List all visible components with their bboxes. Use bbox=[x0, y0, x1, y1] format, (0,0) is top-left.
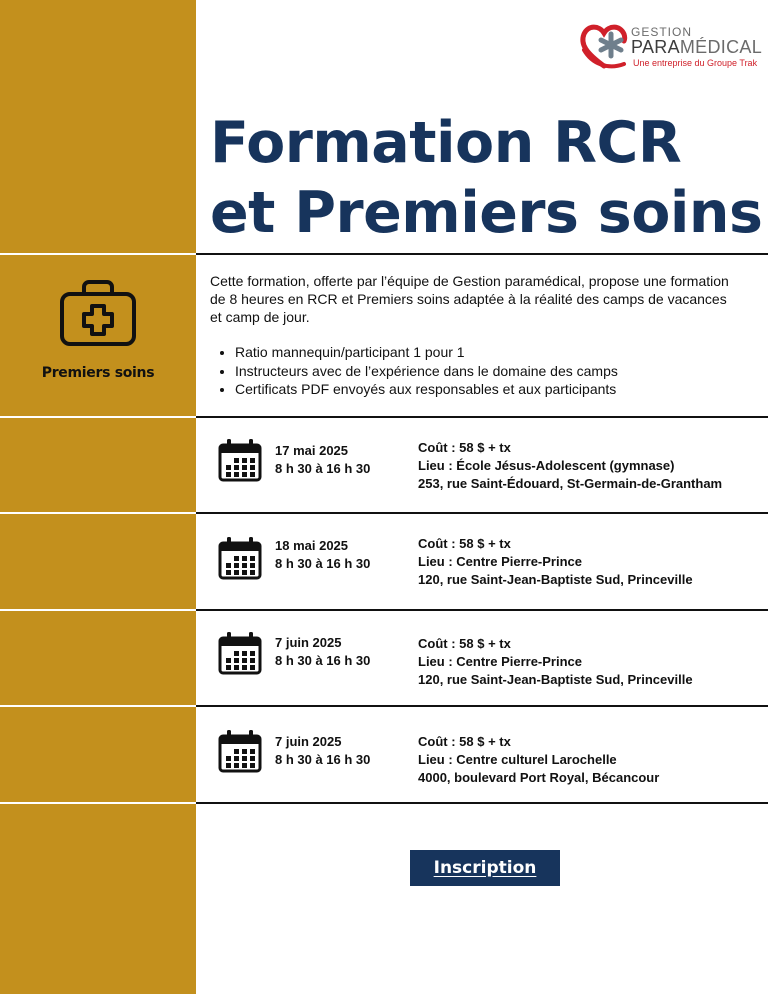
logo-paramedical-text: PARAMÉDICAL bbox=[631, 37, 763, 57]
session-details bbox=[418, 733, 659, 787]
logo-gestion-text: GESTION bbox=[631, 25, 693, 39]
calendar-icon bbox=[218, 438, 262, 482]
session-address: 120, rue Saint-Jean-Baptiste Sud, Princeville bbox=[418, 672, 693, 687]
session-time: 8 h 30 à 16 h 30 bbox=[275, 653, 371, 668]
session-place: Lieu : Centre culturel Larochelle bbox=[418, 752, 617, 767]
calendar-icon bbox=[218, 536, 262, 580]
list-item: • Certificats PDF envoyés aux responsables et aux participants bbox=[235, 380, 618, 399]
divider bbox=[196, 253, 768, 255]
calendar-icon bbox=[218, 631, 262, 675]
sidebar-label: Premiers soins bbox=[41, 365, 155, 381]
title-line-1: Formation RCR bbox=[210, 110, 682, 176]
session-cost: Coût : 58 $ + tx bbox=[418, 636, 511, 651]
session-time: 8 h 30 à 16 h 30 bbox=[275, 556, 371, 571]
session-address: 120, rue Saint-Jean-Baptiste Sud, Princeville bbox=[418, 572, 693, 587]
session-address: 4000, boulevard Port Royal, Bécancour bbox=[418, 770, 660, 785]
session-place: Lieu : Centre Pierre-Prince bbox=[418, 554, 582, 569]
session-row bbox=[196, 611, 768, 707]
list-item: • Ratio mannequin/participant 1 pour 1 bbox=[235, 343, 618, 362]
intro-paragraph: Cette formation, offerte par l’équipe de Gestion paramédical, propose une formation de 8 heures en RCR et Premiers soins adaptée à la réalité des camps de vacances et camp de jour. bbox=[210, 273, 729, 325]
session-datetime bbox=[275, 634, 370, 670]
session-datetime bbox=[275, 733, 370, 769]
session-cost: Coût : 58 $ + tx bbox=[418, 536, 511, 551]
company-logo bbox=[578, 20, 763, 76]
calendar-icon bbox=[218, 729, 262, 773]
session-date: 7 juin 2025 bbox=[275, 734, 342, 749]
feature-list bbox=[216, 343, 618, 399]
session-details bbox=[418, 535, 693, 589]
title-line-2: et Premiers soins bbox=[210, 180, 763, 246]
session-place: Lieu : Centre Pierre-Prince bbox=[418, 654, 582, 669]
logo-tagline: Une entreprise du Groupe Trak bbox=[633, 58, 758, 68]
session-details bbox=[418, 439, 722, 493]
session-datetime bbox=[275, 537, 370, 573]
heart-caduceus-icon bbox=[578, 20, 630, 72]
session-cost: Coût : 58 $ + tx bbox=[418, 440, 511, 455]
first-aid-kit-icon bbox=[58, 278, 138, 350]
session-date: 7 juin 2025 bbox=[275, 635, 342, 650]
session-details bbox=[418, 635, 693, 689]
session-cost: Coût : 58 $ + tx bbox=[418, 734, 511, 749]
session-place: Lieu : École Jésus-Adolescent (gymnase) bbox=[418, 458, 675, 473]
session-row bbox=[196, 707, 768, 803]
session-time: 8 h 30 à 16 h 30 bbox=[275, 461, 371, 476]
session-address: 253, rue Saint-Édouard, St-Germain-de-Grantham bbox=[418, 476, 723, 491]
session-row bbox=[196, 514, 768, 610]
list-item: • Instructeurs avec de l’expérience dans le domaine des camps bbox=[235, 362, 618, 381]
session-row bbox=[196, 418, 768, 514]
session-date: 17 mai 2025 bbox=[275, 443, 349, 458]
inscription-button[interactable]: Inscription bbox=[410, 850, 560, 886]
session-date: 18 mai 2025 bbox=[275, 538, 349, 553]
page-title bbox=[210, 108, 766, 248]
session-time: 8 h 30 à 16 h 30 bbox=[275, 752, 371, 767]
sidebar bbox=[0, 0, 196, 994]
session-datetime bbox=[275, 442, 370, 478]
